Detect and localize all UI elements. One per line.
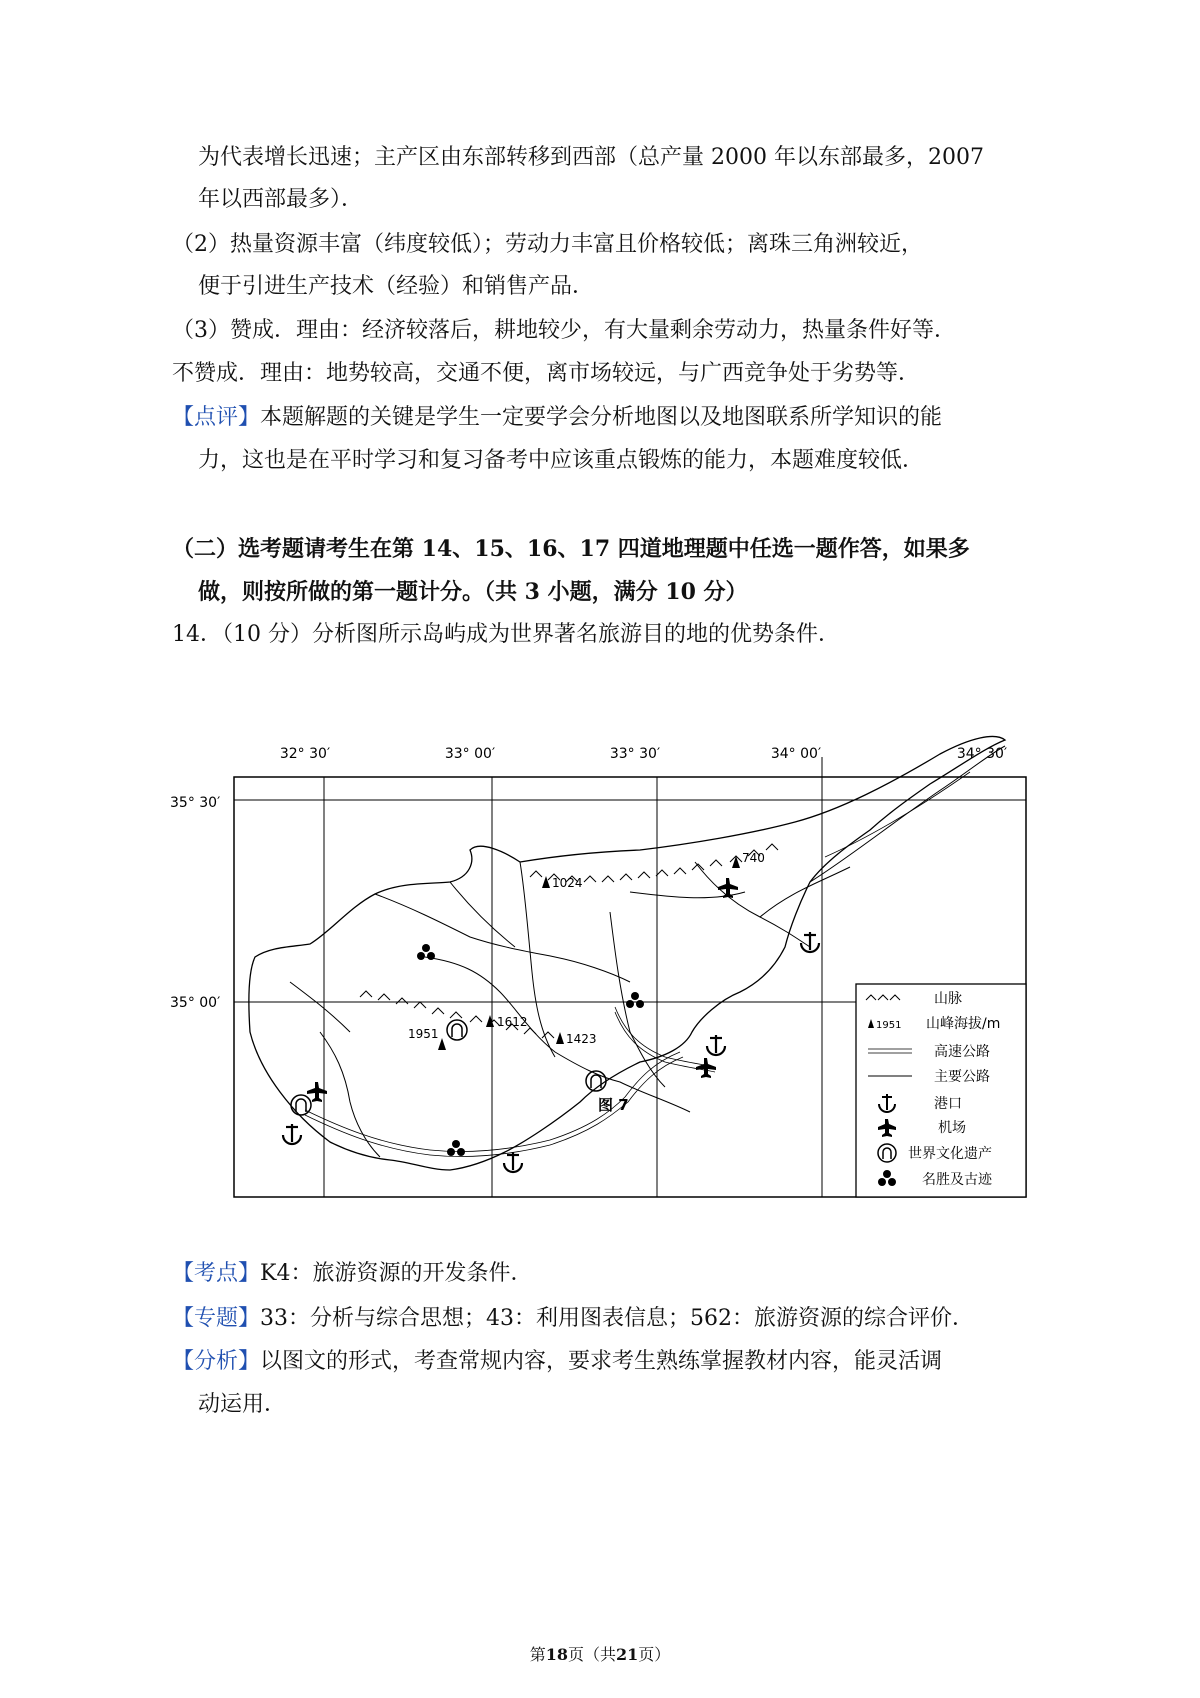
main-roads [290,862,850,1157]
page-footer [0,1642,1200,1665]
peak-label: 1951 [408,1027,439,1041]
legend-highway: 高速公路 [934,1044,990,1060]
map-legend [856,984,1026,1197]
peak-icon [542,876,550,888]
airport-icon [696,1058,716,1078]
fenxi-text: 以图文的形式，考查常规内容，要求考生熟练掌握教材内容，能灵活调 [260,1349,943,1374]
lon-label: 33° 30′ [609,746,661,762]
footer-pre: 第 [529,1645,546,1664]
review-paragraph [172,403,942,433]
peak-label: 1612 [497,1015,528,1029]
footer-post: 页） [638,1645,671,1664]
anchor-icon [504,1152,522,1172]
figure-label: 图 7 [598,1096,629,1114]
footer-page-number: 18 [545,1645,568,1664]
review-text: 本题解题的关键是学生一定要学会分析地图以及地图联系所学知识的能 [260,405,943,430]
legend-peak: 山峰海拔/m [926,1016,1001,1032]
heritage-icon [447,1020,467,1040]
review-line: 力，这也是在平时学习和复习备考中应该重点锻炼的能力，本题难度较低． [198,448,925,473]
question-text: 14．（10 分）分析图所示岛屿成为世界著名旅游目的地的优势条件． [172,622,840,647]
airport-icon [718,878,738,898]
peak-icon [438,1038,446,1050]
airport-icons [307,878,738,1102]
review-tag: 【点评】 [172,405,261,430]
zhuanti-text: 33：分析与综合思想；43：利用图表信息；562：旅游资源的综合评价． [260,1306,974,1331]
legend-sites: 名胜及古迹 [922,1172,992,1188]
heritage-icons [291,1020,606,1115]
legend-airport: 机场 [938,1120,966,1136]
lon-label: 34° 00′ [770,746,822,762]
heritage-icon [291,1095,311,1115]
lat-label: 35° 30′ [170,795,221,811]
peak-icon [732,856,740,868]
legend-heritage: 世界文化遗产 [908,1146,992,1162]
legend-road: 主要公路 [934,1069,990,1085]
historic-site-icon [447,1140,465,1156]
cyprus-map [170,732,1040,1202]
answer-q3-line: （3）赞成．理由：经济较落后，耕地较少，有大量剩余劳动力，热量条件好等． [172,318,956,343]
lon-label: 33° 00′ [444,746,496,762]
highways [305,1007,715,1157]
fenxi-paragraph [172,1347,942,1377]
historic-site-icon [626,992,644,1008]
legend-mountain: 山脉 [934,991,962,1007]
lon-label: 34° 30′ [956,746,1008,762]
peak-icon [556,1032,564,1044]
legend-peak-sample: 1951 [876,1020,902,1031]
footer-total-pages: 21 [616,1645,639,1664]
answer-q2-line: （2）热量资源丰富（纬度较低）；劳动力丰富且价格较低；离珠三角洲较近， [172,232,923,257]
anchor-icon [707,1035,725,1055]
answer-q2-line: 便于引进生产技术（经验）和销售产品． [198,274,595,299]
lat-label: 35° 00′ [170,995,221,1011]
anchor-icon [801,932,819,952]
lon-label: 32° 30′ [279,746,331,762]
footer-mid: 页（共 [567,1645,616,1664]
zhuanti-tag: 【专题】 [172,1306,261,1331]
answer-line: 年以西部最多）． [198,187,364,212]
answer-line: 为代表增长迅速；主产区由东部转移到西部（总产量 2000 年以东部最多，2007 [198,145,984,170]
answer-q3-line: 不赞成．理由：地势较高，交通不便，离市场较远，与广西竞争处于劣势等． [172,361,921,386]
kaodian-paragraph [172,1259,532,1289]
section-heading: （二）选考题请考生在第 14、15、16、17 四道地理题中任选一题作答，如果多 [172,536,970,562]
peak-label: 1024 [552,876,583,890]
mountain-range [360,844,778,1038]
kaodian-text: K4：旅游资源的开发条件． [260,1261,533,1286]
fenxi-line: 动运用． [198,1392,287,1417]
peak-label: 1423 [566,1032,597,1046]
fenxi-tag: 【分析】 [172,1349,261,1374]
anchor-icon [283,1124,301,1144]
zhuanti-paragraph [172,1304,974,1334]
historic-site-icons [417,944,644,1156]
section-heading: 做，则按所做的第一题计分。（共 3 小题，满分 10 分） [198,579,748,605]
legend-port: 港口 [934,1096,962,1112]
peak-label: 740 [742,851,765,865]
kaodian-tag: 【考点】 [172,1261,261,1286]
